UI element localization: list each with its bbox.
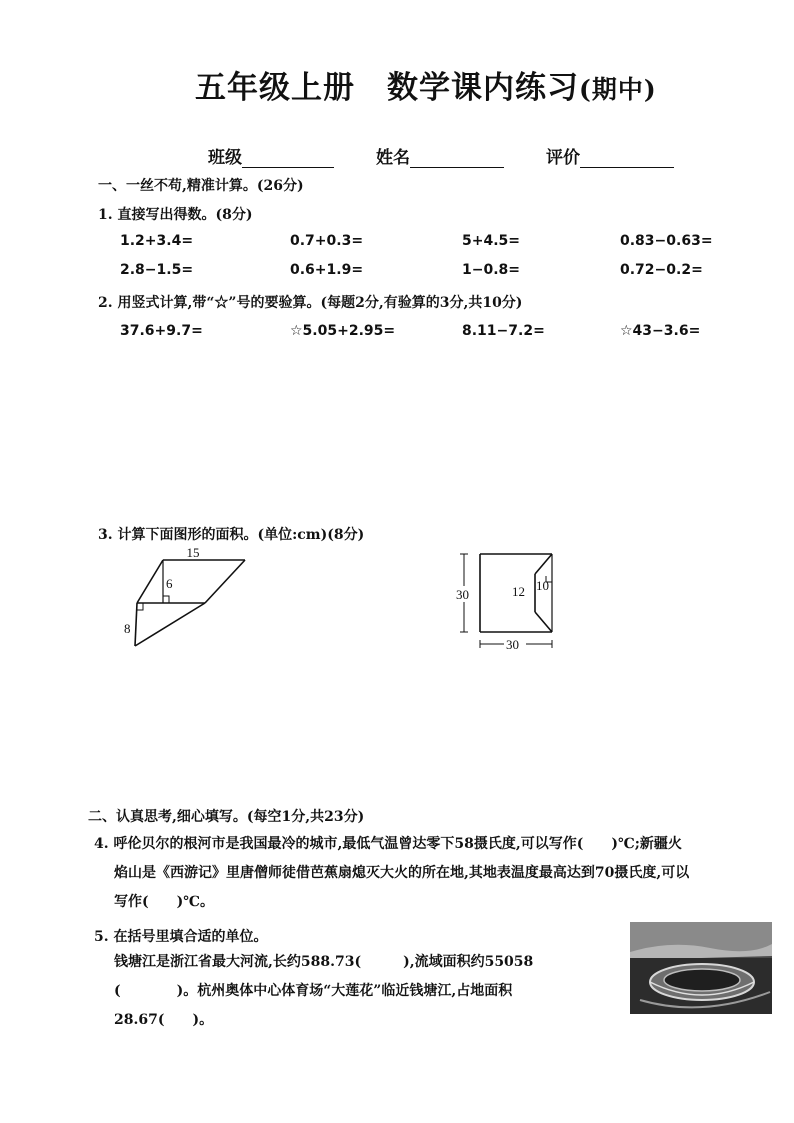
q5-label: 5. 在括号里填合适的单位。 xyxy=(94,929,268,945)
class-field xyxy=(208,143,334,168)
q4-line: 写作( )℃。 xyxy=(114,894,215,910)
q1-item: 0.83−0.63= xyxy=(620,233,713,249)
q5-line: ( )。杭州奥体中心体育场“大莲花”临近钱塘江,占地面积 xyxy=(114,983,513,999)
q1-item: 5+4.5= xyxy=(462,233,521,249)
q5-line: 28.67( )。 xyxy=(114,1012,214,1028)
page-title xyxy=(195,62,657,107)
q1-item: 2.8−1.5= xyxy=(120,262,194,278)
grade-field xyxy=(546,143,674,168)
q2-label: 2. 用竖式计算,带“☆”号的要验算。(每题2分,有验算的3分,共10分) xyxy=(98,295,523,311)
fig2-trap-base-label: 12 xyxy=(512,584,525,599)
q2-item: ☆5.05+2.95= xyxy=(290,323,396,339)
part2-heading: 二、认真思考,细心填写。(每空1分,共23分) xyxy=(88,809,365,825)
name-blank[interactable] xyxy=(410,149,504,168)
stadium-photo xyxy=(630,922,772,1014)
q1-item: 0.6+1.9= xyxy=(290,262,364,278)
fig1-top-label: 15 xyxy=(186,548,200,560)
q2-item: ☆43−3.6= xyxy=(620,323,701,339)
q1-item: 0.72−0.2= xyxy=(620,262,703,278)
grade-blank[interactable] xyxy=(580,149,674,168)
part1-heading: 一、一丝不苟,精准计算。(26分) xyxy=(98,178,304,194)
q3-label: 3. 计算下面图形的面积。(单位:cm)(8分) xyxy=(98,527,365,543)
fig1-side-label: 8 xyxy=(124,621,131,636)
q2-item: 8.11−7.2= xyxy=(462,323,545,339)
title-suffix: (期中) xyxy=(579,75,657,104)
q4-line: 4. 呼伦贝尔的根河市是我国最冷的城市,最低气温曾达零下58摄氏度,可以写作( )℃;新疆火 xyxy=(94,836,682,852)
q5-text xyxy=(114,948,624,1035)
q2-item: 37.6+9.7= xyxy=(120,323,203,339)
q1-item: 1−0.8= xyxy=(462,262,521,278)
q1-item: 0.7+0.3= xyxy=(290,233,364,249)
name-field xyxy=(376,143,504,168)
fig2-trap-height-label: 10 xyxy=(536,578,549,593)
q1-label: 1. 直接写出得数。(8分) xyxy=(98,207,253,223)
figure-square-trapezoid xyxy=(452,548,572,658)
class-label: 班级 xyxy=(208,148,242,168)
q1-item: 1.2+3.4= xyxy=(120,233,194,249)
class-blank[interactable] xyxy=(242,149,334,168)
q4-text xyxy=(94,830,784,917)
figure-composite-shape xyxy=(115,548,255,658)
fig2-left-label: 30 xyxy=(456,587,469,602)
q5-line: 钱塘江是浙江省最大河流,长约588.73( ),流域面积约55058 xyxy=(114,954,534,970)
grade-label: 评价 xyxy=(546,148,580,168)
q4-line: 焰山是《西游记》里唐僧师徒借芭蕉扇熄灭大火的所在地,其地表温度最高达到70摄氏度,可以 xyxy=(114,865,690,881)
fig2-bottom-label: 30 xyxy=(506,637,519,652)
fig1-height-label: 6 xyxy=(166,576,173,591)
title-main: 五年级上册 数学课内练习 xyxy=(195,70,579,106)
name-label: 姓名 xyxy=(376,148,410,168)
